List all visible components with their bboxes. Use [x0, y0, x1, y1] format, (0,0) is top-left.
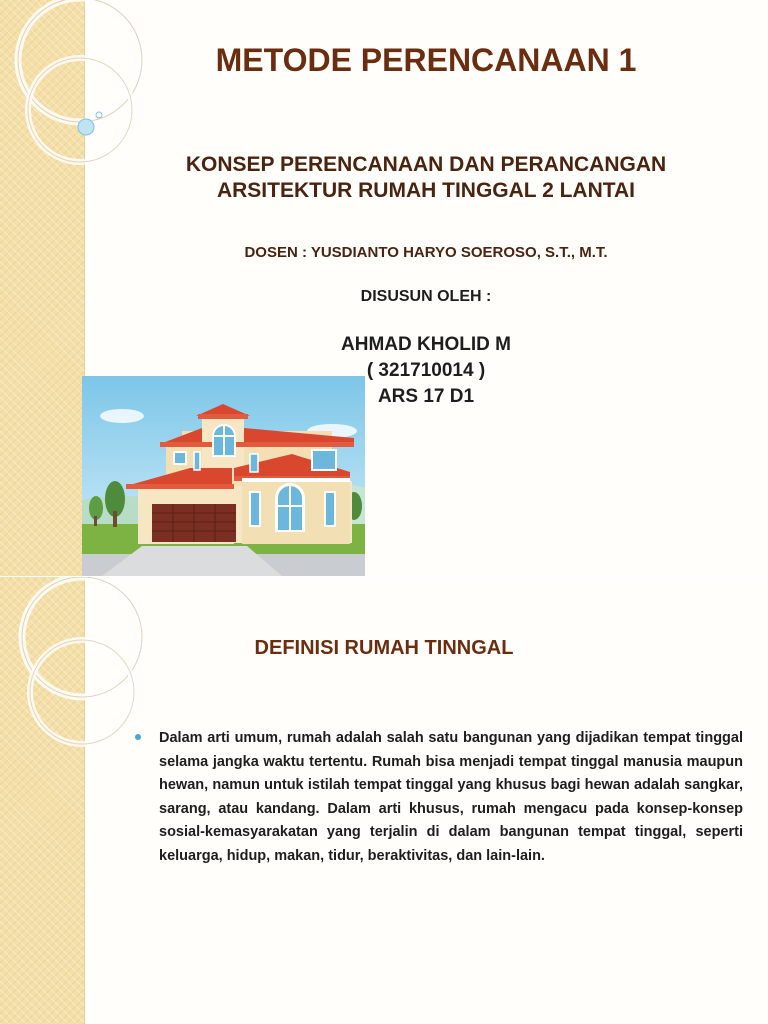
bullet-item [135, 727, 743, 868]
house-illustration [82, 376, 365, 576]
subtitle [84, 152, 768, 204]
compiled-by-label: DISUSUN OLEH : [360, 288, 492, 305]
bullet-icon [135, 734, 141, 740]
bullet-text: Dalam arti umum, rumah adalah salah satu bangunan yang dijadikan tempat tinggal selama jangka waktu tertentu. Rumah bisa menjadi tempat tinggal manusia maupun hewan, namun untuk istilah tempat tinggal yang khusus bagi hewan adalah sangkar, sarang, atau kandang. Dalam arti khusus, rumah mengacu pada konsep-konsep sosial-kemasyarakatan yang terjalin di dalam bangunan tempat tinggal, seperti keluarga, hidup, makan, tidur, beraktivitas, dan lain-lain. [159, 730, 743, 864]
subtitle-line-2: ARSITEKTUR RUMAH TINGGAL 2 LANTAI [216, 179, 636, 202]
author-class: ARS 17 D1 [377, 386, 475, 407]
lecturer-line: DOSEN : YUSDIANTO HARYO SOEROSO, S.T., M.T. [244, 244, 608, 261]
page-title: METODE PERENCANAAN 1 [215, 42, 637, 78]
section-title: DEFINISI RUMAH TINNGAL [254, 637, 514, 659]
author-id: ( 321710014 ) [366, 360, 486, 381]
author-name: AHMAD KHOLID M [341, 334, 511, 355]
subtitle-line-1: KONSEP PERENCANAAN DAN PERANCANGAN [185, 153, 667, 176]
slide-2 [0, 577, 768, 1024]
